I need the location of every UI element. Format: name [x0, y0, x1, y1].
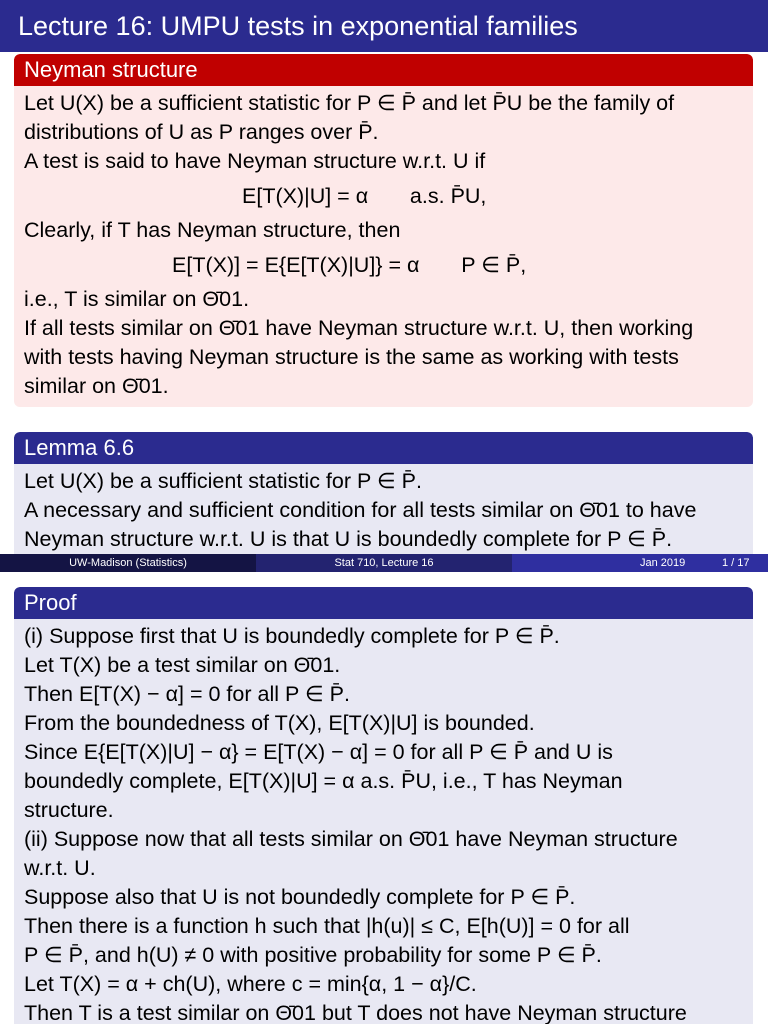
text-line: Let U(X) be a sufficient statistic for P ∈ P̄.	[24, 469, 422, 493]
equation-line: E[T(X)] = E{E[T(X)|U]} = α P ∈ P̄,	[172, 253, 527, 277]
text-line: A test is said to have Neyman structure w.r.t. U if	[24, 149, 486, 173]
proof-block	[14, 587, 753, 1024]
text-line: Let T(X) = α + ch(U), where c = min{α, 1 − α}/C.	[24, 972, 477, 996]
footer	[0, 554, 768, 572]
footer-date: Jan 2019	[640, 557, 686, 569]
text-line: Then E[T(X) − α] = 0 for all P ∈ P̄.	[24, 682, 350, 706]
text-line: Then there is a function h such that |h(u)| ≤ C, E[h(U)] = 0 for all	[24, 914, 630, 938]
slide-title: Lecture 16: UMPU tests in exponential families	[0, 0, 768, 52]
text-line: Neyman structure w.r.t. U is that U is boundedly complete for P ∈ P̄.	[24, 527, 673, 551]
text-line: P ∈ P̄, and h(U) ≠ 0 with positive probability for some P ∈ P̄.	[24, 943, 602, 967]
footer-page: 1 / 17	[722, 557, 750, 569]
text-line: If all tests similar on Θ̄01 have Neyman structure w.r.t. U, then working	[24, 316, 694, 340]
text-line: (ii) Suppose now that all tests similar on Θ̄01 have Neyman structure	[24, 827, 678, 851]
footer-right	[512, 554, 768, 572]
block-body	[14, 86, 753, 407]
block-body	[14, 464, 753, 560]
equation-line: E[T(X)|U] = α a.s. P̄U,	[242, 184, 487, 208]
footer-author: UW-Madison (Statistics)	[0, 554, 256, 572]
text-line: w.r.t. U.	[24, 856, 96, 880]
text-line: From the boundedness of T(X), E[T(X)|U] is bounded.	[24, 711, 535, 735]
text-line: A necessary and sufficient condition for all tests similar on Θ̄01 to have	[24, 498, 697, 522]
text-line: i.e., T is similar on Θ̄01.	[24, 287, 250, 311]
block-title: Lemma 6.6	[14, 432, 753, 464]
text-line: structure.	[24, 798, 114, 822]
text-line: Let T(X) be a test similar on Θ̄01.	[24, 653, 341, 677]
neyman-structure-block	[14, 54, 753, 407]
footer-course: Stat 710, Lecture 16	[256, 554, 512, 572]
slide-2	[0, 575, 768, 1024]
text-line: similar on Θ̄01.	[24, 374, 169, 398]
text-line: Then T is a test similar on Θ̄01 but T does not have Neyman structure	[24, 1001, 687, 1024]
text-line: Let U(X) be a sufficient statistic for P ∈ P̄ and let P̄U be the family of	[24, 91, 675, 115]
text-line: Suppose also that U is not boundedly complete for P ∈ P̄.	[24, 885, 576, 909]
block-title: Neyman structure	[14, 54, 753, 86]
text-line: (i) Suppose first that U is boundedly complete for P ∈ P̄.	[24, 624, 560, 648]
text-line: distributions of U as P ranges over P̄.	[24, 120, 379, 144]
block-title: Proof	[14, 587, 753, 619]
block-body	[14, 619, 753, 1024]
text-line: Since E{E[T(X)|U] − α} = E[T(X) − α] = 0 for all P ∈ P̄ and U is	[24, 740, 613, 764]
text-line: Clearly, if T has Neyman structure, then	[24, 218, 401, 242]
lemma-block	[14, 432, 753, 560]
text-line: with tests having Neyman structure is the same as working with tests	[24, 345, 679, 369]
text-line: boundedly complete, E[T(X)|U] = α a.s. P̄U, i.e., T has Neyman	[24, 769, 623, 793]
